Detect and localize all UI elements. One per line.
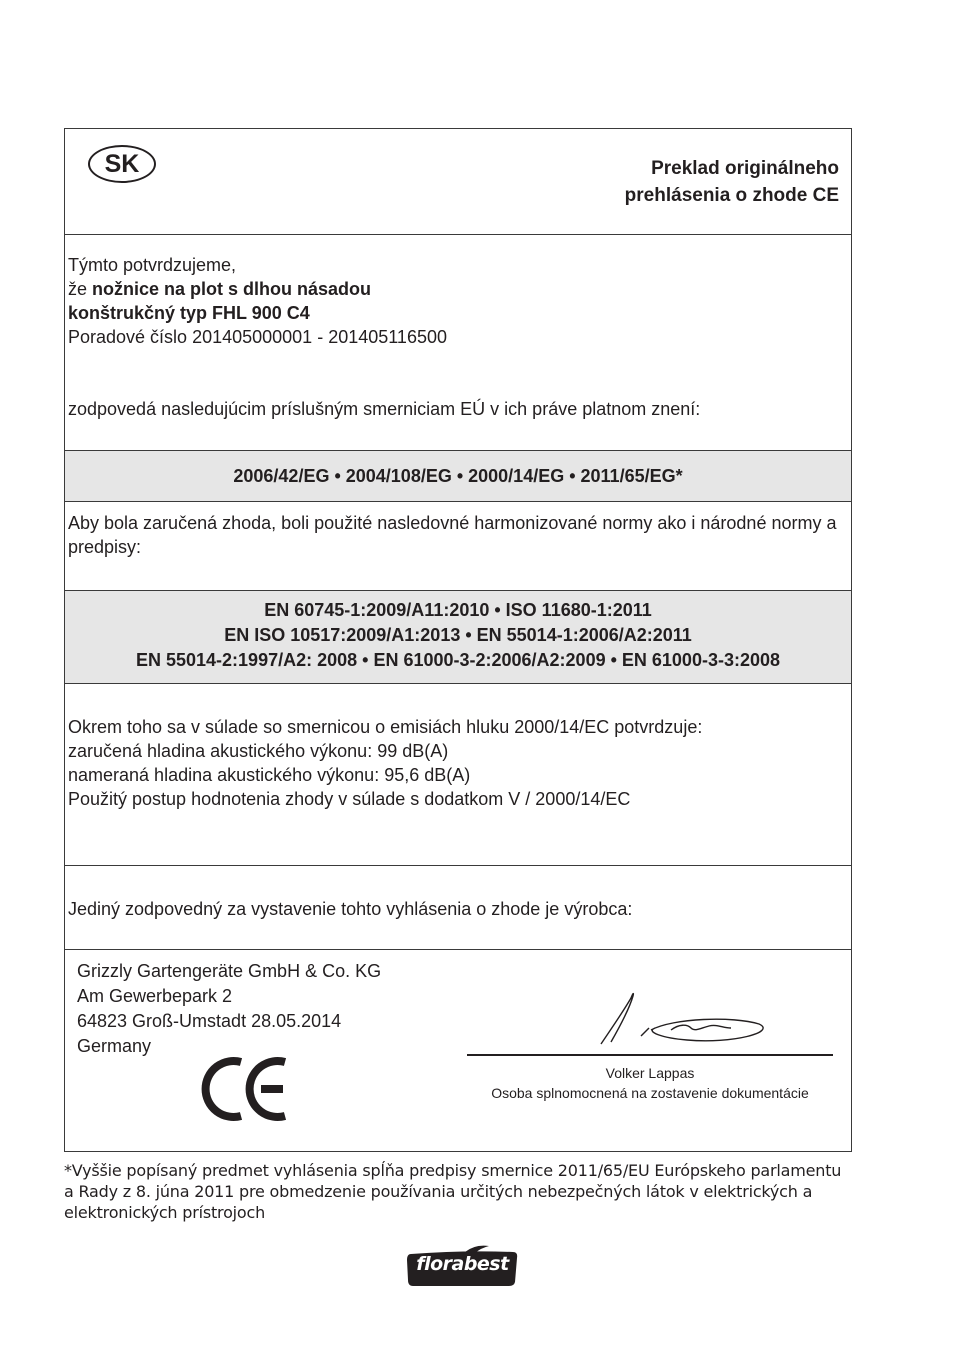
manufacturer-name: Grizzly Gartengeräte GmbH & Co. KG [77,961,382,981]
signature-icon [583,988,783,1050]
manufacturer-city-date: 64823 Groß-Umstadt 28.05.2014 [77,1011,342,1031]
title-line-2: prehlásenia o zhode CE [624,185,839,206]
declaration-header [65,129,851,234]
manufacturer-address [77,959,381,1059]
serial-number: Poradové číslo 201405000001 - 201405116500 [68,327,447,347]
product-prefix: že [68,279,93,299]
noise-line-4: Použitý postup hodnotenia zhody v súlade s dodatkom V / 2000/14/EC [68,789,631,809]
product-name: nožnice na plot s dlhou násadou [92,279,372,299]
signatory-role: Osoba splnomocnená na zostavenie dokumentácie [491,1085,809,1101]
ce-mark-icon [201,1054,293,1124]
standards-section [65,590,851,683]
standards-line-2: EN ISO 10517:2009/A1:2013 • EN 55014-1:2006/A2:2011 [224,625,692,645]
declaration-box [64,128,852,1152]
noise-line-1: Okrem toho sa v súlade so smernicou o emisiách hluku 2000/14/EC potvrdzuje: [68,717,703,737]
responsible-section [65,865,851,949]
signatory-name: Volker Lappas [605,1065,695,1081]
rohs-footnote: *Vyššie popísaný predmet vyhlásenia spĺňa predpisy smernice 2011/65/EU Európskeho parlamentu a Rady z 8. júna 2011 pre obmedzenie používania určitých nebezpečných látok v elektrických a elektronických prístrojoch [64,1161,842,1222]
compliance-statement: zodpovedá nasledujúcim príslušným smerniciam EÚ v ich práve platnom znení: [68,399,701,419]
title-line-1: Preklad originálneho [651,158,839,179]
manufacturer-section [65,949,851,1151]
product-type: konštrukčný typ FHL 900 C4 [68,303,310,323]
directives-section [65,450,851,501]
manufacturer-street: Am Gewerbepark 2 [77,986,233,1006]
declaration-title [625,155,839,209]
manufacturer-country: Germany [77,1036,152,1056]
responsible-statement: Jediný zodpovedný za vystavenie tohto vyhlásenia o zhode je výrobca: [68,899,633,919]
signature-line [467,1054,833,1056]
noise-section [65,683,851,865]
directives-list: 2006/42/EG • 2004/108/EG • 2000/14/EG • 2011/65/EG* [233,466,683,486]
standards-intro-section [65,501,851,590]
standards-intro: Aby bola zaručená zhoda, boli použité nasledovné harmonizované normy ako i národné normy a predpisy: [68,513,837,557]
product-section [65,234,851,450]
noise-line-3: nameraná hladina akustického výkonu: 95,6 dB(A) [68,765,471,785]
brand-logo [405,1244,520,1290]
product-name-line [68,277,447,301]
brand-logo-text: florabest [416,1253,509,1275]
signatory-block [467,1063,833,1103]
standards-line-3: EN 55014-2:1997/A2: 2008 • EN 61000-3-2:2006/A2:2009 • EN 61000-3-3:2008 [135,650,781,670]
noise-line-2: zaručená hladina akustického výkonu: 99 dB(A) [68,741,449,761]
standards-line-1: EN 60745-1:2009/A11:2010 • ISO 11680-1:2011 [264,600,652,620]
intro-text: Týmto potvrdzujeme, [68,255,237,275]
language-badge: SK [88,145,156,183]
